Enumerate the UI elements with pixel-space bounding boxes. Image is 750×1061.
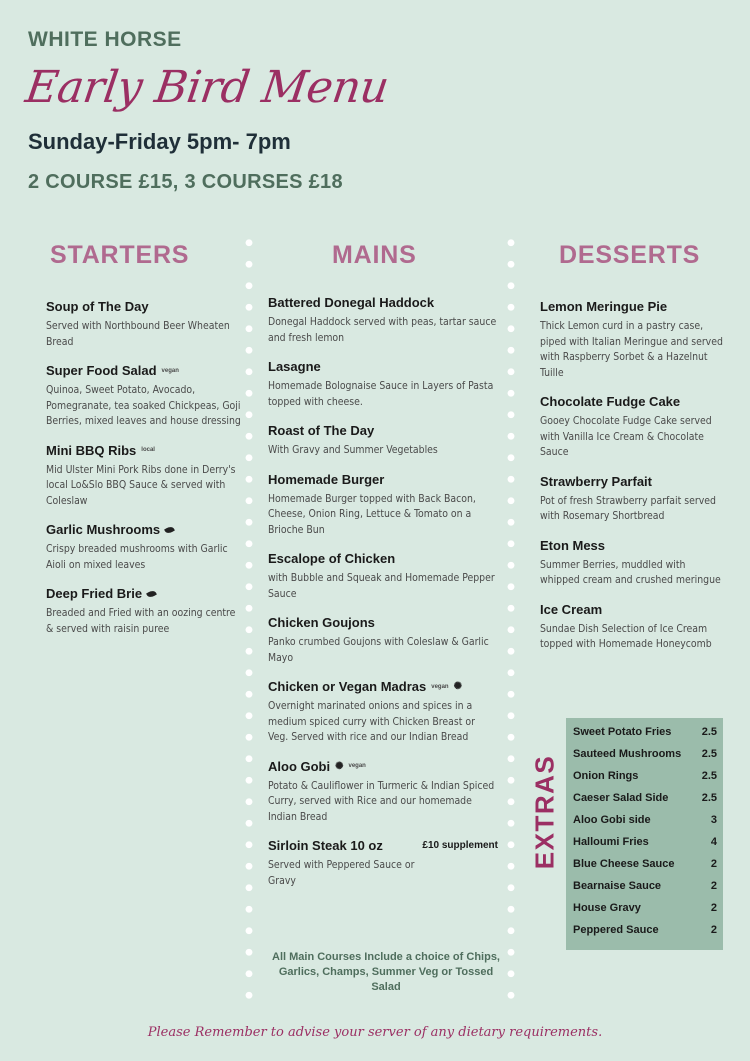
extra-price: 2.5 bbox=[701, 726, 717, 738]
extras-row bbox=[573, 880, 717, 892]
item-title: Garlic Mushrooms bbox=[46, 522, 161, 537]
item-description: Breaded and Fried with an oozing centre & served with raisin puree bbox=[46, 607, 236, 635]
item-description: Donegal Haddock served with peas, tartar sauce and fresh lemon bbox=[268, 316, 497, 344]
extra-price: 2.5 bbox=[701, 748, 717, 760]
serving-days: Sunday-Friday 5pm- 7pm bbox=[28, 129, 291, 154]
column-divider-dots bbox=[244, 232, 254, 1002]
vegetarian-leaf-icon bbox=[164, 525, 175, 535]
extras-row bbox=[573, 836, 717, 848]
supplement-price: £10 supplement bbox=[422, 840, 498, 851]
extra-name: Sweet Potato Fries bbox=[573, 726, 672, 738]
item-description: Thick Lemon curd in a pastry case, piped with Italian Meringue and served with Raspberry Sorbet & a Hazelnut Tuille bbox=[540, 320, 723, 379]
item-description: Quinoa, Sweet Potato, Avocado, Pomegranate, tea soaked Chickpeas, Goji Berries, mixed leaves and house dressing bbox=[46, 384, 241, 427]
extras-row bbox=[573, 748, 717, 760]
item-description: Summer Berries, muddled with whipped cream and crushed meringue bbox=[540, 558, 721, 586]
item-title: Aloo Gobi bbox=[268, 758, 331, 774]
extra-price: 2 bbox=[710, 902, 717, 914]
extra-name: Sauteed Mushrooms bbox=[573, 748, 682, 760]
extra-price: 2 bbox=[710, 880, 717, 892]
list-item bbox=[268, 359, 498, 410]
list-item bbox=[268, 615, 498, 666]
item-description: Crispy breaded mushrooms with Garlic Aioli on mixed leaves bbox=[46, 543, 228, 571]
chili-icon: ✺ bbox=[453, 681, 462, 692]
vegan-tag: vegan bbox=[348, 763, 366, 769]
item-title: Deep Fried Brie bbox=[46, 586, 143, 601]
list-item bbox=[46, 586, 241, 637]
starters-heading: STARTERS bbox=[50, 241, 190, 269]
item-title: Chocolate Fudge Cake bbox=[540, 394, 681, 409]
list-item bbox=[540, 538, 725, 589]
extra-name: Caeser Salad Side bbox=[573, 792, 669, 804]
course-pricing: 2 COURSE £15, 3 COURSES £18 bbox=[28, 171, 343, 193]
item-description: Mid Ulster Mini Pork Ribs done in Derry's local Lo&Slo BBQ Sauce & served with Coleslaw bbox=[46, 463, 236, 507]
starters-list bbox=[46, 299, 241, 650]
extra-price: 4 bbox=[710, 836, 717, 848]
brand-name: WHITE HORSE bbox=[28, 28, 182, 51]
item-title: Strawberry Parfait bbox=[540, 473, 652, 489]
item-title: Soup of The Day bbox=[46, 299, 149, 314]
item-description: with Bubble and Squeak and Homemade Pepper Sauce bbox=[268, 572, 495, 600]
item-title: Sirloin Steak 10 oz bbox=[268, 838, 383, 853]
extras-row bbox=[573, 814, 717, 826]
mains-list bbox=[268, 295, 498, 902]
extra-price: 2.5 bbox=[701, 792, 717, 804]
desserts-list bbox=[540, 299, 725, 666]
list-item bbox=[268, 838, 498, 889]
extra-name: Onion Rings bbox=[573, 770, 639, 782]
item-description: Served with Peppered Sauce or Gravy bbox=[268, 859, 415, 887]
menu-title: Early Bird Menu bbox=[22, 62, 392, 113]
list-item bbox=[268, 551, 498, 602]
extra-name: Halloumi Fries bbox=[573, 836, 649, 848]
chili-icon: ✺ bbox=[335, 760, 344, 772]
item-title: Lemon Meringue Pie bbox=[540, 299, 668, 314]
list-item bbox=[46, 299, 241, 350]
extras-row bbox=[573, 858, 717, 870]
vegetarian-leaf-icon bbox=[146, 589, 157, 599]
list-item bbox=[268, 472, 498, 539]
item-description: Served with Northbound Beer Wheaten Bread bbox=[46, 320, 230, 348]
item-description: With Gravy and Summer Vegetables bbox=[268, 444, 438, 456]
item-title: Homemade Burger bbox=[268, 471, 385, 487]
item-title: Roast of The Day bbox=[268, 423, 375, 438]
list-item bbox=[46, 443, 241, 510]
extra-name: Bearnaise Sauce bbox=[573, 880, 662, 892]
list-item bbox=[268, 423, 498, 459]
extra-price: 3 bbox=[710, 814, 717, 826]
item-description: Sundae Dish Selection of Ice Cream topped with Homemade Honeycomb bbox=[540, 622, 712, 650]
extra-name: House Gravy bbox=[573, 902, 641, 914]
extra-price: 2 bbox=[710, 924, 717, 936]
local-tag: local bbox=[141, 447, 155, 453]
extras-row bbox=[573, 792, 717, 804]
extras-row bbox=[573, 770, 717, 782]
desserts-heading: DESSERTS bbox=[559, 241, 701, 269]
item-description: Potato & Cauliflower in Turmeric & Indian Spiced Curry, served with Rice and our homemade Indian Bread bbox=[268, 779, 495, 823]
list-item bbox=[46, 522, 241, 573]
list-item bbox=[540, 602, 725, 653]
mains-heading: MAINS bbox=[332, 241, 417, 269]
extras-row bbox=[573, 902, 717, 914]
vegan-tag: vegan bbox=[431, 683, 449, 690]
item-description: Homemade Burger topped with Back Bacon, Cheese, Onion Ring, Lettuce & Tomato on a Brioche Bun bbox=[268, 492, 476, 536]
item-description: Pot of fresh Strawberry parfait served with Rosemary Shortbread bbox=[540, 494, 716, 522]
dietary-footer-note: Please Remember to advise your server of any dietary requirements. bbox=[147, 1025, 603, 1040]
item-title: Eton Mess bbox=[540, 537, 606, 553]
item-title: Mini BBQ Ribs bbox=[46, 442, 137, 458]
extras-row bbox=[573, 726, 717, 738]
extra-name: Blue Cheese Sauce bbox=[573, 858, 675, 870]
list-item bbox=[268, 759, 498, 826]
extras-label: EXTRAS bbox=[529, 754, 560, 870]
list-item bbox=[540, 474, 725, 525]
extra-price: 2 bbox=[710, 858, 717, 870]
list-item bbox=[540, 394, 725, 461]
extra-name: Aloo Gobi side bbox=[573, 814, 651, 826]
item-title: Chicken Goujons bbox=[268, 615, 375, 630]
list-item bbox=[46, 363, 241, 430]
extra-name: Peppered Sauce bbox=[573, 924, 659, 936]
item-title: Battered Donegal Haddock bbox=[268, 295, 435, 310]
vegan-tag: vegan bbox=[161, 367, 179, 374]
item-description: Overnight marinated onions and spices in a medium spiced curry with Chicken Breast or Veg. Served with rice and our Indian Bread bbox=[268, 700, 475, 743]
item-description: Gooey Chocolate Fudge Cake served with Vanilla Ice Cream & Chocolate Sauce bbox=[540, 415, 712, 458]
extras-row bbox=[573, 924, 717, 936]
item-title: Lasagne bbox=[268, 359, 321, 374]
item-title: Escalope of Chicken bbox=[268, 551, 396, 566]
list-item bbox=[268, 679, 498, 746]
item-title: Chicken or Vegan Madras bbox=[268, 679, 427, 694]
item-title: Ice Cream bbox=[540, 601, 603, 617]
list-item bbox=[268, 295, 498, 346]
column-divider-dots bbox=[506, 232, 516, 1002]
list-item bbox=[540, 299, 725, 381]
item-title: Super Food Salad bbox=[46, 363, 157, 378]
item-description: Homemade Bolognaise Sauce in Layers of Pasta topped with cheese. bbox=[268, 380, 494, 408]
item-description: Panko crumbed Goujons with Coleslaw & Garlic Mayo bbox=[268, 636, 489, 664]
mains-sides-note: All Main Courses Include a choice of Chips, Garlics, Champs, Summer Veg or Tossed Salad bbox=[272, 951, 500, 993]
extras-box bbox=[566, 718, 723, 950]
extra-price: 2.5 bbox=[701, 770, 717, 782]
